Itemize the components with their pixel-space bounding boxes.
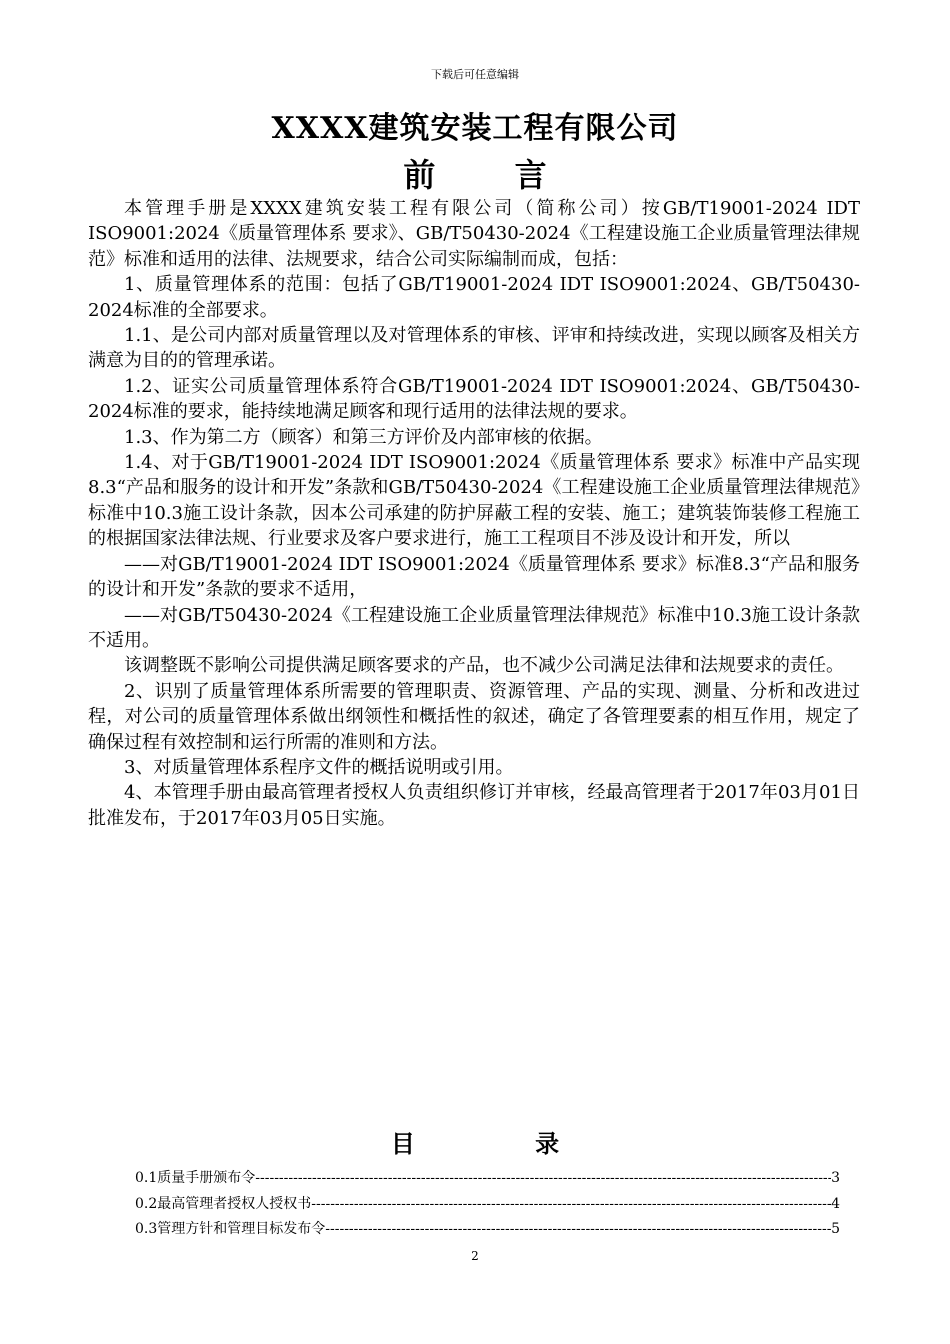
toc-entry[interactable] — [135, 1167, 840, 1193]
toc-title: 目 录 — [390, 1129, 616, 1158]
table-of-contents — [135, 1167, 840, 1244]
paragraph: 1.4、对于GB/T19001-2024 IDT ISO9001:2024《质量管理体系 要求》标准中产品实现8.3“产品和服务的设计和开发”条款和GB/T50430-2024《工程建设施工企业质量管理法律规范》标准中10.3施工设计条款，因本公司承建的防护屏蔽工程的安装、施工；建筑装饰装修工程施工的根据国家法律法规、行业要求及客户要求进行，施工工程项目不涉及设计和开发，所以 — [88, 452, 860, 550]
toc-entry-label: 0.2最高管理者授权人授权书 — [135, 1195, 312, 1212]
toc-leader — [311, 1196, 831, 1212]
company-title: XXXX建筑安装工程有限公司 — [271, 111, 679, 146]
paragraph: 1.1、是公司内部对质量管理以及对管理体系的审核、评审和持续改进，实现以顾客及相关方满意为目的的管理承诺。 — [88, 325, 860, 372]
toc-leader — [325, 1221, 831, 1237]
toc-entry-label: 0.3管理方针和管理目标发布令 — [135, 1221, 326, 1237]
toc-entry-page: 4 — [831, 1195, 840, 1212]
preface-body — [88, 196, 860, 831]
paragraph: ——对GB/T50430-2024《工程建设施工企业质量管理法律规范》标准中10.3施工设计条款不适用。 — [88, 604, 860, 651]
paragraph: 1.2、证实公司质量管理体系符合GB/T19001-2024 IDT ISO9001:2024、GB/T50430-2024标准的要求，能持续地满足顾客和现行适用的法律法规的要求。 — [88, 375, 860, 423]
preface-title: 前 言 — [403, 156, 581, 194]
toc-leader — [255, 1170, 831, 1186]
header-note: 下载后可任意编辑 — [431, 68, 519, 81]
paragraph: 3、对质量管理体系程序文件的概括说明或引用。 — [124, 756, 514, 778]
paragraph: 本管理手册是XXXX建筑安装工程有限公司（简称公司）按GB/T19001-2024 IDT ISO9001:2024《质量管理体系 要求》、GB/T50430-2024《工程建设施工企业质量管理法律规范》标准和适用的法律、法规要求，结合公司实际编制而成，包括： — [88, 198, 860, 270]
paragraph: ——对GB/T19001-2024 IDT ISO9001:2024《质量管理体系 要求》标准8.3“产品和服务的设计和开发”条款的要求不适用， — [88, 553, 860, 601]
toc-entry-page: 5 — [831, 1221, 840, 1237]
paragraph: 4、本管理手册由最高管理者授权人负责组织修订并审核，经最高管理者于2017年03月01日批准发布，于2017年03月05日实施。 — [88, 782, 860, 829]
paragraph: 2、识别了质量管理体系所需要的管理职责、资源管理、产品的实现、测量、分析和改进过程，对公司的质量管理体系做出纲领性和概括性的叙述，确定了各管理要素的相互作用，规定了确保过程有效控制和运行所需的准则和方法。 — [88, 680, 860, 753]
toc-entry-label: 0.1质量手册颁布令 — [135, 1170, 256, 1186]
toc-entry-page: 3 — [831, 1170, 840, 1186]
paragraph: 该调整既不影响公司提供满足顾客要求的产品，也不减少公司满足法律和法规要求的责任。 — [124, 655, 844, 677]
toc-entry[interactable] — [135, 1218, 840, 1244]
toc-entry[interactable] — [135, 1193, 840, 1219]
page-number: 2 — [471, 1249, 479, 1263]
paragraph: 1、质量管理体系的范围：包括了GB/T19001-2024 IDT ISO9001:2024、GB/T50430-2024标准的全部要求。 — [88, 274, 860, 321]
paragraph: 1.3、作为第二方（顾客）和第三方评价及内部审核的依据。 — [124, 426, 603, 448]
